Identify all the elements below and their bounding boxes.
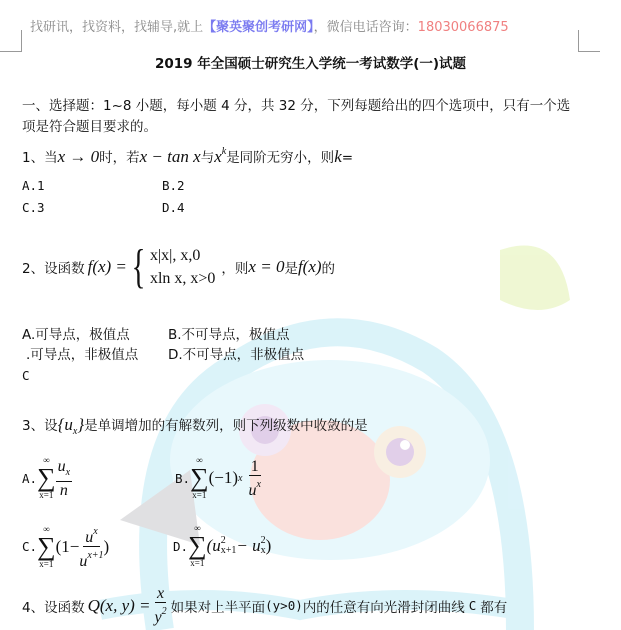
q3-text: 是单调增加的有解数列，则下列级数中收敛的是 xyxy=(84,418,368,434)
q3-option-c xyxy=(22,523,109,570)
header-phone: 18030066875 xyxy=(417,20,509,35)
sigma-symbol: ∑ xyxy=(37,531,56,561)
numerator-sub: x xyxy=(65,466,71,478)
fraction xyxy=(56,458,72,499)
math-sub: x+1 xyxy=(220,545,237,556)
header-banner xyxy=(30,16,509,35)
q1-math: x − tan x xyxy=(139,147,201,166)
math-sup: x xyxy=(238,472,243,484)
math-expr: (1− xyxy=(55,536,80,556)
q4-text: C xyxy=(468,598,477,613)
q4-text: 如果对上半平面 xyxy=(170,599,266,616)
sigma-sum xyxy=(37,524,56,570)
q1-text: 与 xyxy=(200,150,215,166)
q4-text: 内的任意有向光滑封闭曲线 xyxy=(302,599,465,616)
q1-text: 是同阶无穷小，则 xyxy=(226,150,335,166)
q3-math: } xyxy=(77,415,85,434)
q4-math: Q(x, y) = xyxy=(87,595,151,615)
sigma-symbol: ∑ xyxy=(37,463,56,492)
numerator: 1 xyxy=(250,457,259,475)
question-4 xyxy=(22,585,507,626)
piecewise-cases xyxy=(150,244,215,290)
q2-text: ，则 xyxy=(221,261,249,277)
q1-math: k xyxy=(334,147,342,166)
brace: { xyxy=(131,240,146,293)
sum-lower: x=1 xyxy=(39,558,54,569)
fraction xyxy=(248,458,260,499)
question-1 xyxy=(22,146,353,167)
section-intro-line1: 一、选择题：1~8 小题，每小题 4 分，共 32 分，下列每题给出的四个选项中，只有一个选 xyxy=(22,98,571,114)
q1-option-b: B.2 xyxy=(162,178,185,193)
q4-text: (y>0) xyxy=(265,598,303,613)
fraction xyxy=(79,523,103,570)
q2-text: 2、设函数 xyxy=(22,261,85,277)
sigma-sum xyxy=(190,455,209,501)
q1-option-d: D.4 xyxy=(162,200,185,215)
q1-math: x → 0 xyxy=(57,147,100,166)
option-label: D. xyxy=(173,538,189,554)
sum-upper: ∞ xyxy=(196,455,203,465)
q2-option-d: D.不可导点，非极值点 xyxy=(168,347,305,363)
question-3 xyxy=(22,414,368,437)
q2-math: f(x) = xyxy=(87,257,127,276)
math-expr: ) xyxy=(103,536,110,556)
denominator-sup: 2 xyxy=(161,606,167,617)
option-label: A. xyxy=(22,470,38,486)
q1-option-a: A.1 xyxy=(22,178,45,193)
q3-text: 3、设 xyxy=(22,418,58,434)
page-title: 2019 年全国硕士研究生入学统一考试数学(一)试题 xyxy=(154,56,467,72)
q1-option-c: C.3 xyxy=(22,200,45,215)
sum-lower: x=1 xyxy=(192,490,207,500)
numerator: x xyxy=(157,585,165,602)
sum-lower: x=1 xyxy=(39,490,54,500)
q2-text: 是 xyxy=(284,261,298,277)
q1-text: = xyxy=(341,150,354,166)
q4-text: 都有 xyxy=(480,599,508,616)
case-1: x|x|, x,0 xyxy=(149,247,201,264)
math-sup: 2 xyxy=(260,535,266,546)
q4-text: 4、设函数 xyxy=(22,599,85,616)
q2-math: x = 0 xyxy=(248,257,285,276)
q3-option-a xyxy=(22,455,72,501)
math-expr: (u xyxy=(206,536,221,555)
header-text-mid: ，微信电话咨询： xyxy=(313,20,418,35)
denominator: y xyxy=(154,609,162,626)
math-expr: − u xyxy=(236,536,261,555)
sigma-sum xyxy=(188,523,207,569)
sigma-sum xyxy=(37,455,56,501)
sigma-symbol: ∑ xyxy=(188,531,207,560)
denominator: u xyxy=(248,481,257,499)
section-intro-line2: 项是符合题目要求的。 xyxy=(22,119,157,135)
q3-math-sub: x xyxy=(72,426,78,437)
q2-option-b: B.不可导点，极值点 xyxy=(168,327,290,343)
question-2 xyxy=(22,240,336,293)
denominator-sup: x+1 xyxy=(87,550,104,561)
math-expr: ) xyxy=(265,536,272,555)
margin-mark-right xyxy=(578,30,600,52)
q3-option-d xyxy=(173,523,271,569)
q2-option-c: .可导点，非极值点 xyxy=(26,347,139,363)
denominator: u xyxy=(79,553,88,570)
q1-math-sup: k xyxy=(221,146,227,157)
numerator: u xyxy=(85,529,94,546)
numerator: u xyxy=(57,457,66,475)
q2-math: f(x) xyxy=(297,257,322,276)
q3-option-b xyxy=(175,455,261,501)
math-expr: (−1) xyxy=(208,468,239,487)
case-2: xln x, x>0 xyxy=(149,270,216,287)
q1-text: 时，若 xyxy=(99,150,140,166)
sum-upper: ∞ xyxy=(43,455,50,465)
math-sup: 2 xyxy=(220,535,226,546)
option-label: B. xyxy=(175,470,191,486)
q1-text: 1、当 xyxy=(22,150,58,166)
denominator: n xyxy=(59,481,68,499)
q1-math: x xyxy=(214,147,222,166)
option-label: C. xyxy=(22,539,38,554)
fraction xyxy=(155,585,167,626)
denominator-sup: x xyxy=(256,478,261,490)
math-sub: x xyxy=(260,545,266,556)
margin-mark-left xyxy=(0,30,22,52)
sum-lower: x=1 xyxy=(190,558,205,568)
numerator-sup: x xyxy=(93,526,98,537)
header-text: 找研讯，找资料，找辅导,就上 xyxy=(30,20,204,35)
sum-upper: ∞ xyxy=(194,523,201,533)
q2-answer: C xyxy=(22,368,30,383)
q2-text: 的 xyxy=(321,261,336,277)
header-brand-link[interactable]: 【聚英聚创考研网】 xyxy=(203,20,314,35)
sum-upper: ∞ xyxy=(43,523,50,534)
q3-math: {u xyxy=(57,415,73,434)
sigma-symbol: ∑ xyxy=(190,463,209,492)
q2-option-a: A.可导点，极值点 xyxy=(22,327,130,343)
